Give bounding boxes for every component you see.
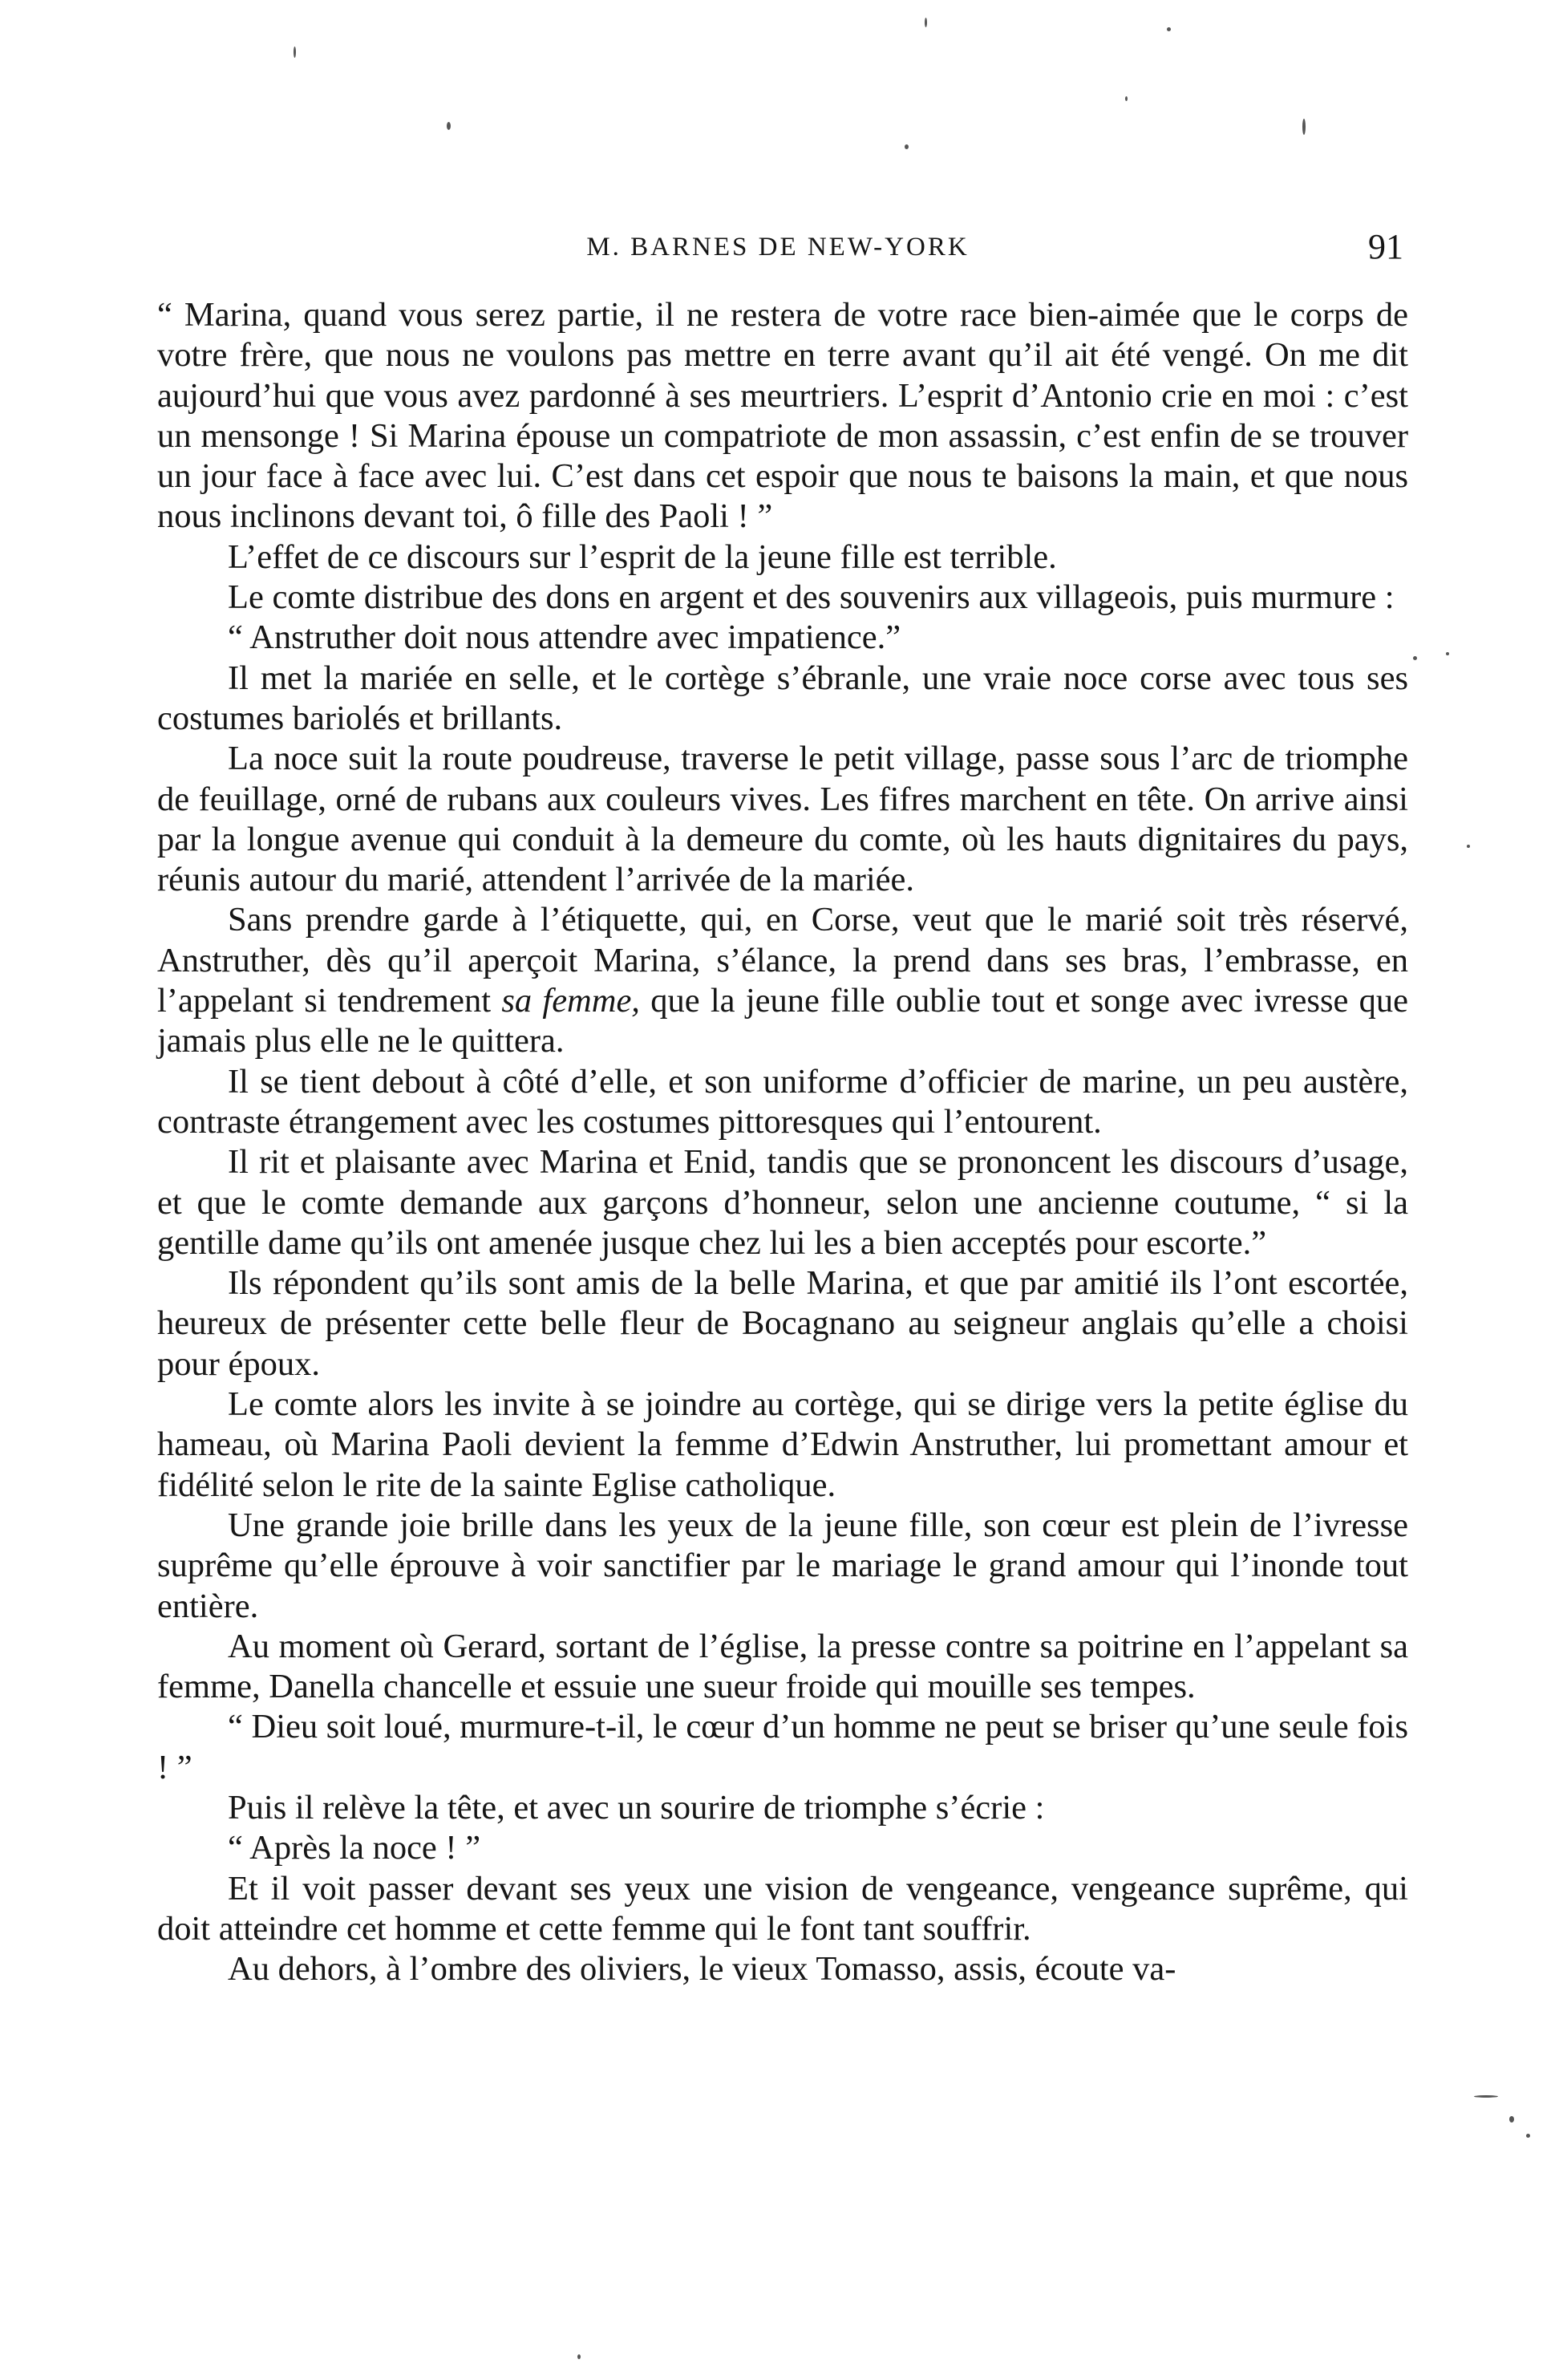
paragraph: Au moment où Gerard, sortant de l’église, la presse contre sa poitrine en l’appelant sa femme, Danella chancelle et essuie une sueur froide qui mouille ses tempes. (157, 1627, 1408, 1706)
speck (905, 144, 909, 149)
paragraph (157, 900, 1408, 1061)
speck (1467, 845, 1470, 848)
speck (1302, 119, 1306, 135)
paragraph: Une grande joie brille dans les yeux de la jeune fille, son cœur est plein de l’ivresse suprême qu’elle éprouve à voir sanctifier par le mariage le grand amour qui l’inonde tout entière. (157, 1506, 1408, 1625)
paragraph: Il se tient debout à côté d’elle, et son uniforme d’officier de marine, un peu austère, contraste étrangement avec les costumes pittoresques qui l’entourent. (157, 1062, 1408, 1141)
paragraph: Il rit et plaisante avec Marina et Enid, tandis que se prononcent les discours d’usage, et que le comte demande aux garçons d’honneur, selon une ancienne coutume, “ si la gentille dame qu’ils ont amenée jusque chez lui les a bien acceptés pour escorte.” (157, 1143, 1408, 1262)
body-text (157, 295, 1408, 1989)
page-number: 91 (1368, 227, 1403, 266)
paragraph: Puis il relève la tête, et avec un sourire de triomphe s’écrie : (228, 1788, 1045, 1827)
speck (1526, 2134, 1530, 2138)
paragraph: Le comte alors les invite à se joindre au cortège, qui se dirige vers la petite église du hameau, où Marina Paoli devient la femme d’Edwin Anstruther, lui promettant amour et fidélité selon le rite de la sainte Eglise catholique. (157, 1385, 1408, 1504)
paragraph-text: Sans prendre garde à l’étiquette, qui, en Corse, veut que le marié soit très réservé, Anstruther, dès qu’il aperçoit Marina, s’élance, la prend dans ses bras, l’embrasse, en l’appelant si tendrement (157, 901, 1408, 1020)
paragraph: “ Anstruther doit nous attendre avec impatience.” (228, 618, 901, 657)
paragraph: “ Marina, quand vous serez partie, il ne restera de votre race bien-aimée que le corps de votre frère, que nous ne voulons pas mettre en terre avant qu’il ait été vengé. On me dit aujourd’hui que vous avez pardonné à ses meurtriers. L’esprit d’Antonio crie en moi : c’est un mensonge ! Si Marina épouse un compatriote de mon assassin, c’est enfin de se trouver un jour face à face avec lui. C’est dans cet espoir que nous te baisons la main, et que nous nous inclinons devant toi, ô fille des Paoli ! ” (157, 296, 1408, 536)
paragraph: “ Après la noce ! ” (228, 1829, 481, 1867)
paragraph: “ Dieu soit loué, murmure-t-il, le cœur d’un homme ne peut se briser qu’une seule fois ! ” (157, 1708, 1408, 1786)
paragraph: Il met la mariée en selle, et le cortège s’ébranle, une vraie noce corse avec tous ses costumes bariolés et brillants. (157, 659, 1408, 737)
paragraph: Au dehors, à l’ombre des oliviers, le vieux Tomasso, assis, écoute va- (228, 1950, 1176, 1989)
speck (1413, 656, 1417, 660)
page-header (152, 226, 1403, 274)
speck (1167, 27, 1171, 31)
speck (925, 18, 927, 27)
speck (294, 47, 296, 58)
speck (577, 2354, 581, 2359)
italic-phrase: sa femme, (501, 982, 640, 1020)
speck (447, 122, 451, 130)
paragraph: L’effet de ce discours sur l’esprit de la jeune fille est terrible. (228, 537, 1057, 576)
paragraph: Ils répondent qu’ils sont amis de la belle Marina, et que par amitié ils l’ont escortée, heureux de présenter cette belle fleur de Bocagnano au seigneur anglais qu’elle a choisi pour époux. (157, 1264, 1408, 1383)
speck (1125, 96, 1128, 101)
speck (1446, 652, 1449, 655)
speck (1509, 2116, 1514, 2123)
paragraph: Le comte distribue des dons en argent et des souvenirs aux villageois, puis murmure : (228, 578, 1395, 617)
running-title: M. BARNES DE NEW-YORK (586, 233, 970, 262)
speck (1474, 2095, 1498, 2098)
paragraph-text: que la jeune fille oublie tout et songe avec ivresse que jamais plus elle ne le quittera. (157, 982, 1408, 1060)
paragraph: La noce suit la route poudreuse, traverse le petit village, passe sous l’arc de triomphe de feuillage, orné de rubans aux couleurs vives. Les fifres marchent en tête. On arrive ainsi par la longue avenue qui conduit à la demeure du comte, où les hauts dignitaires du pays, réunis autour du marié, attendent l’arrivée de la mariée. (157, 740, 1408, 899)
paragraph: Et il voit passer devant ses yeux une vision de vengeance, vengeance suprême, qui doit atteindre cet homme et cette femme qui le font tant souffrir. (157, 1869, 1408, 1948)
